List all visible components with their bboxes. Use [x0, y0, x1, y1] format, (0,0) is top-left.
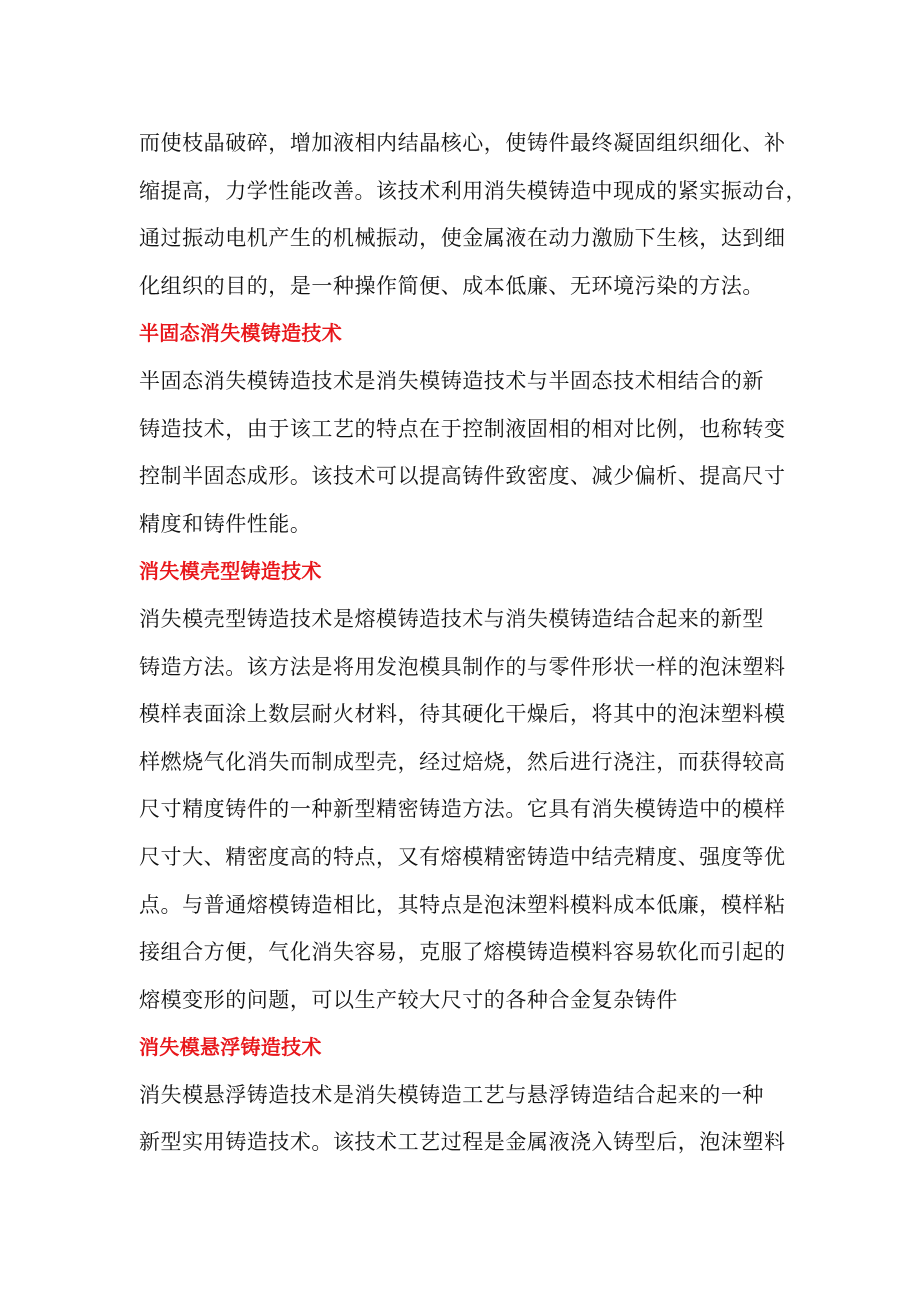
paragraph-line: 精度和铸件性能。 [139, 511, 312, 536]
document-body [139, 120, 808, 1167]
section-paragraph-suspension [139, 1072, 787, 1167]
paragraph-line: 新型实用铸造技术。该技术工艺过程是金属液浇入铸型后，泡沫塑料 [139, 1130, 786, 1155]
paragraph-line: 半固态消失模铸造技术是消失模铸造技术与半固态技术相结合的新 [139, 368, 764, 393]
paragraph-line: 化组织的目的，是一种操作简便、成本低廉、无环境污染的方法。 [139, 273, 764, 298]
paragraph-line: 接组合方便，气化消失容易，克服了熔模铸造模料容易软化而引起的 [139, 940, 786, 965]
section-paragraph-shell-mold [139, 596, 787, 1024]
paragraph-line: 消失模壳型铸造技术是熔模铸造技术与消失模铸造结合起来的新型 [139, 606, 764, 631]
paragraph-line: 样燃烧气化消失而制成型壳，经过焙烧，然后进行浇注，而获得较高 [139, 749, 786, 774]
section-heading-suspension: 消失模悬浮铸造技术 [139, 1035, 322, 1060]
paragraph-line: 点。与普通熔模铸造相比，其特点是泡沫塑料模料成本低廉，模样粘 [139, 892, 786, 917]
paragraph-line: 铸造方法。该方法是将用发泡模具制作的与零件形状一样的泡沫塑料 [139, 654, 786, 679]
paragraph-line: 尺寸大、精密度高的特点，又有熔模精密铸造中结壳精度、强度等优 [139, 844, 786, 869]
paragraph-line: 尺寸精度铸件的一种新型精密铸造方法。它具有消失模铸造中的模样 [139, 797, 786, 822]
paragraph-line: 通过振动电机产生的机械振动，使金属液在动力激励下生核，达到细 [139, 226, 786, 251]
intro-paragraph [139, 120, 808, 310]
paragraph-line: 铸造技术，由于该工艺的特点在于控制液固相的相对比例，也称转变 [139, 416, 786, 441]
paragraph-line: 消失模悬浮铸造技术是消失模铸造工艺与悬浮铸造结合起来的一种 [139, 1082, 764, 1107]
paragraph-line: 而使枝晶破碎，增加液相内结晶核心，使铸件最终凝固组织细化、补 [139, 131, 786, 155]
section-paragraph-semi-solid [139, 358, 787, 548]
section-heading-semi-solid: 半固态消失模铸造技术 [139, 321, 342, 346]
paragraph-line: 模样表面涂上数层耐火材料，待其硬化干燥后，将其中的泡沫塑料模 [139, 702, 786, 727]
paragraph-line: 缩提高，力学性能改善。该技术利用消失模铸造中现成的紧实振动台， [139, 178, 808, 203]
paragraph-line: 熔模变形的问题，可以生产较大尺寸的各种合金复杂铸件 [139, 987, 678, 1012]
paragraph-line: 控制半固态成形。该技术可以提高铸件致密度、减少偏析、提高尺寸 [139, 464, 786, 489]
section-heading-shell-mold: 消失模壳型铸造技术 [139, 559, 322, 584]
